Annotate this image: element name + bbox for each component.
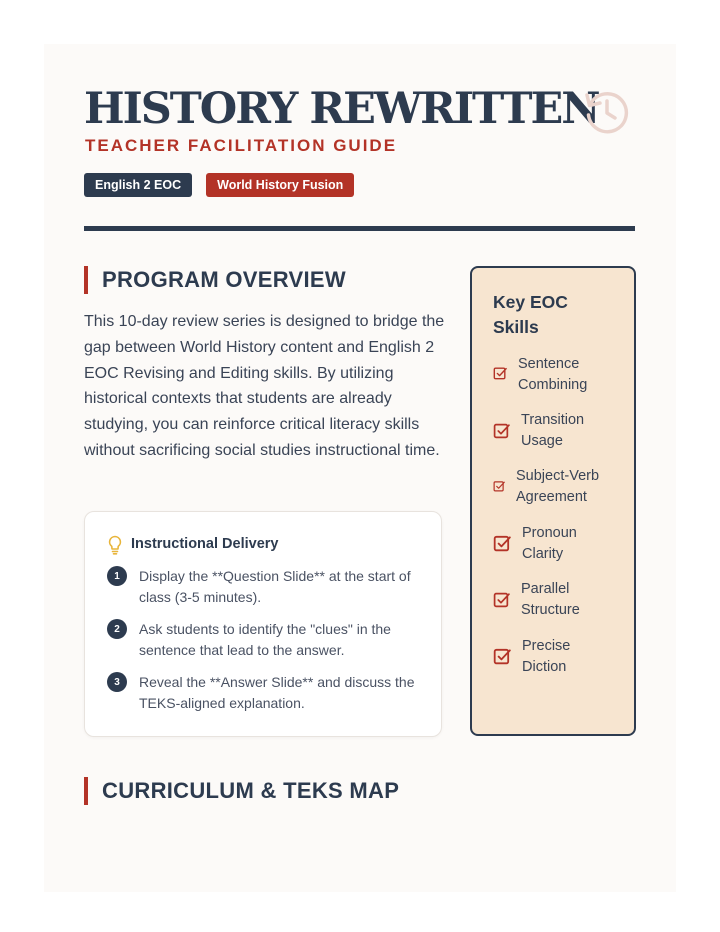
step-text: Reveal the **Answer Slide** and discuss the TEKS-aligned explanation. xyxy=(139,674,415,711)
check-square-icon xyxy=(493,366,507,380)
check-square-icon xyxy=(493,480,505,492)
card-title: Instructional Delivery xyxy=(131,536,279,552)
instructional-delivery-card xyxy=(84,511,442,737)
history-icon xyxy=(581,86,633,138)
skill-item xyxy=(493,410,628,454)
tag-world-history: World History Fusion xyxy=(206,173,354,197)
tag-list xyxy=(84,173,354,197)
skill-label: Transition Usage xyxy=(521,412,585,449)
skill-item xyxy=(493,466,628,510)
page-subtitle: TEACHER FACILITATION GUIDE xyxy=(85,136,398,155)
check-square-icon xyxy=(493,647,511,665)
section-heading-overview: PROGRAM OVERVIEW xyxy=(84,266,346,294)
skill-label: Precise Diction xyxy=(522,638,571,675)
step-number: 1 xyxy=(107,566,127,586)
check-square-icon xyxy=(493,422,510,439)
step-text: Ask students to identify the "clues" in the sentence that lead to the answer. xyxy=(139,621,391,658)
overview-paragraph: This 10-day review series is designed to bridge the gap between World History content and English 2 EOC Revising and Editing skills. By utilizing historical contexts that students are already studying, you can reinforce critical literacy skills without sacrificing social studies instructional time. xyxy=(84,313,445,459)
lightbulb-icon xyxy=(107,535,123,555)
page-title: HISTORY REWRITTEN xyxy=(84,84,599,134)
check-square-icon xyxy=(493,534,511,552)
skills-title: Key EOC Skills xyxy=(493,292,568,337)
skill-label: Sentence Combining xyxy=(518,356,588,393)
step-number: 3 xyxy=(107,672,127,692)
skill-label: Subject-Verb Agreement xyxy=(516,468,600,505)
skill-item xyxy=(493,354,628,398)
step-text: Display the **Question Slide** at the start of class (3-5 minutes). xyxy=(139,568,411,605)
guide-page xyxy=(44,44,676,892)
section-heading-curriculum: CURRICULUM & TEKS MAP xyxy=(84,777,399,805)
skill-label: Pronoun Clarity xyxy=(522,525,577,562)
step-number: 2 xyxy=(107,619,127,639)
header-divider xyxy=(84,226,635,231)
skill-item xyxy=(493,579,628,623)
skill-item xyxy=(493,523,628,567)
key-skills-panel xyxy=(470,266,636,736)
tag-english-eoc: English 2 EOC xyxy=(84,173,192,197)
skill-label: Parallel Structure xyxy=(521,581,580,618)
check-square-icon xyxy=(493,591,510,608)
skill-item xyxy=(493,636,628,680)
